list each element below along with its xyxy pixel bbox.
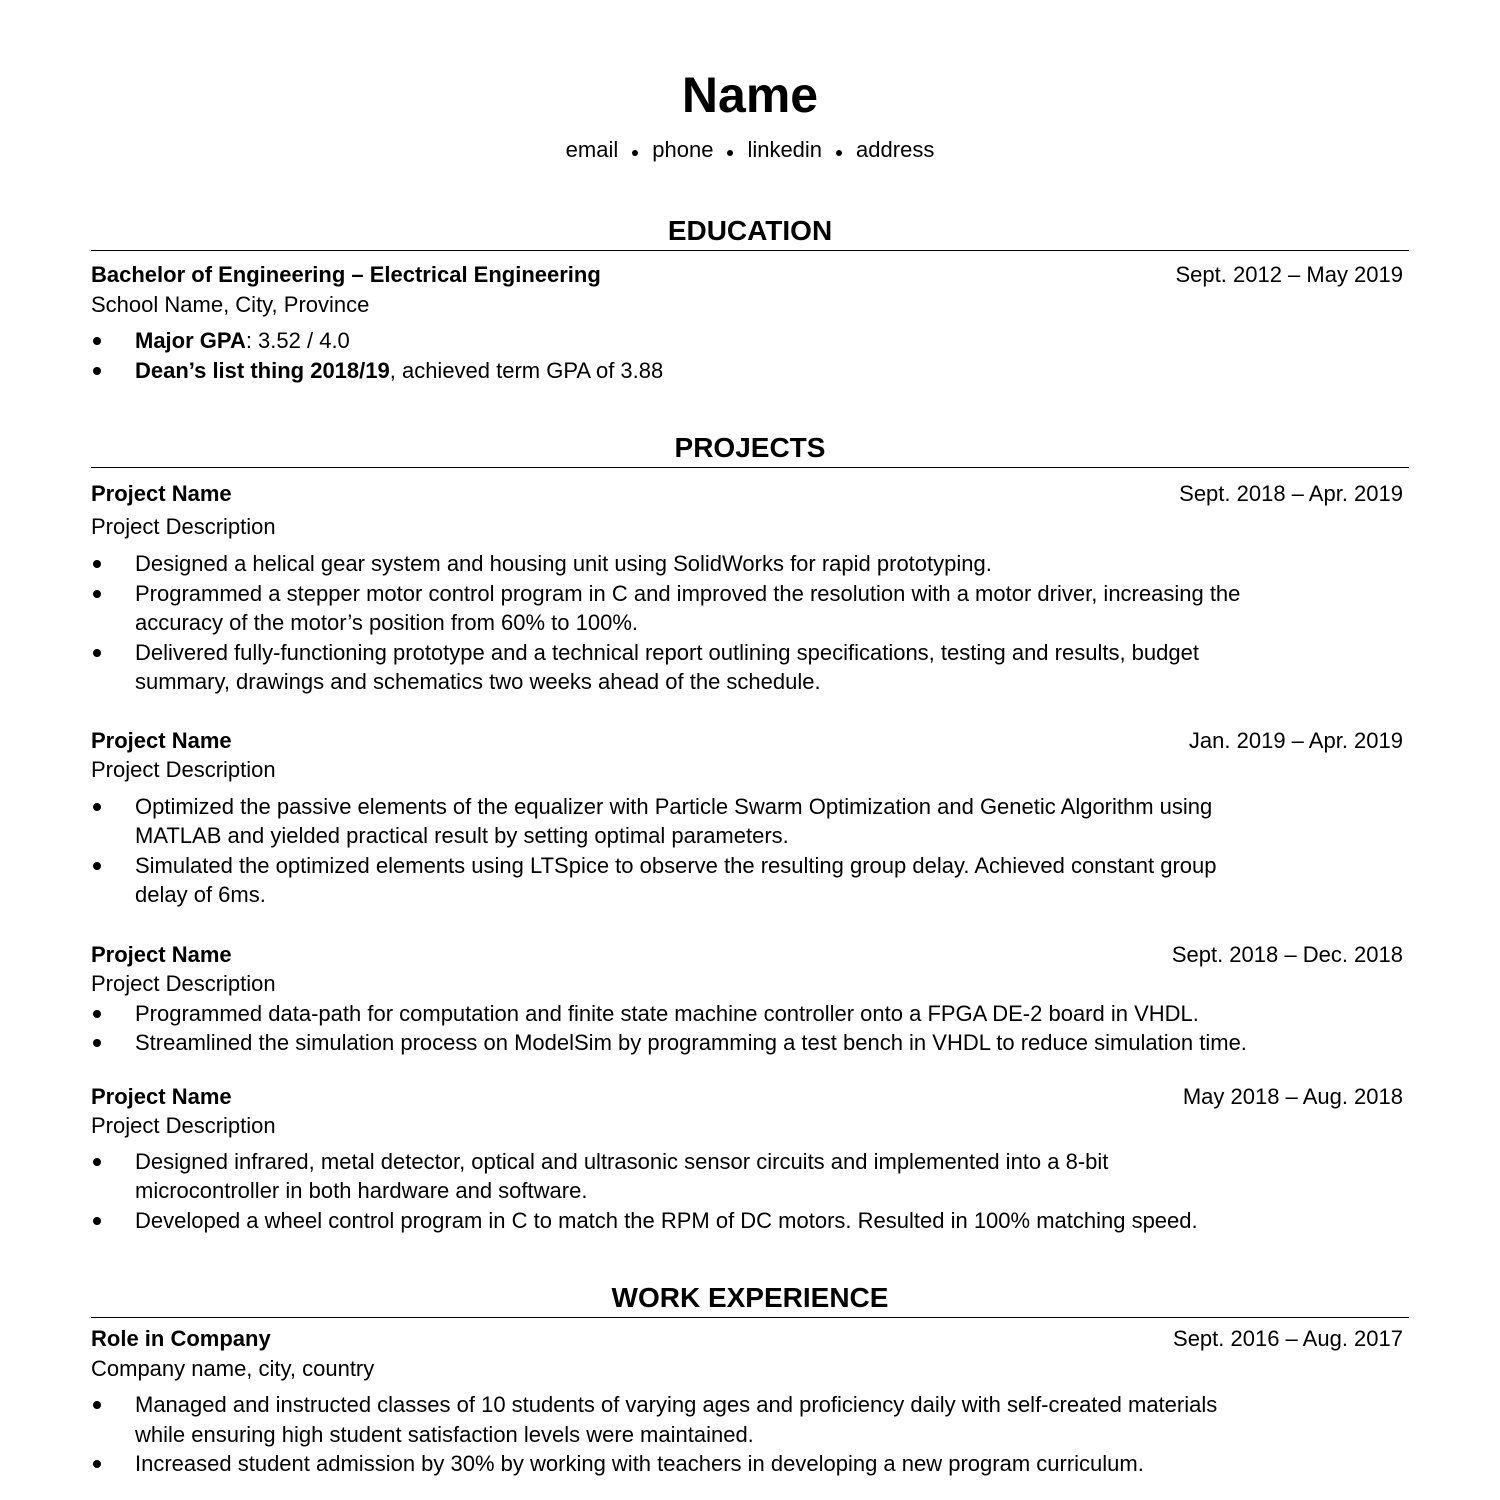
- bullet-icon: [93, 1158, 101, 1166]
- project-description: Project Description: [91, 971, 276, 996]
- date: Sept. 2016 – Aug. 2017: [1173, 1326, 1403, 1351]
- role: Role in Company: [91, 1326, 271, 1351]
- text: Designed a helical gear system and housing unit using SolidWorks for rapid prototyping.: [135, 551, 992, 576]
- date: May 2018 – Aug. 2018: [1182, 1083, 1403, 1109]
- contact-line: [91, 135, 1409, 165]
- contact-email: email: [565, 137, 619, 162]
- bullet-icon: [93, 1401, 101, 1409]
- list-item: [91, 356, 1409, 386]
- text: Programmed a stepper motor control program in C and improved the resolution with a motor driver, increasing the accuracy of the motor’s position from 60% to 100%.: [135, 580, 1241, 635]
- project-description: Project Description: [91, 513, 276, 539]
- bullet-icon: [93, 1039, 101, 1047]
- list-item: [91, 851, 1409, 910]
- list-item: [91, 1390, 1409, 1449]
- project-description: Project Description: [91, 1113, 276, 1138]
- date: Sept. 2018 – Dec. 2018: [1171, 941, 1403, 967]
- text: Designed infrared, metal detector, optical and ultrasonic sensor circuits and implemented into a 8-bit microcontroller in both hardware and software.: [135, 1148, 1109, 1203]
- bullet-list: [91, 549, 1409, 697]
- list-item: [91, 638, 1409, 697]
- text: , achieved term GPA of 3.88: [389, 357, 664, 383]
- bullet-icon: [93, 803, 101, 811]
- contact-phone: phone: [652, 137, 714, 162]
- section-heading: EDUCATION: [91, 213, 1409, 251]
- bullet-icon: [93, 862, 101, 870]
- bullet-list: [91, 792, 1409, 910]
- text: Simulated the optimized elements using LTSpice to observe the resulting group delay. Achieved constant group delay of 6ms.: [135, 852, 1217, 907]
- bullet-icon: [93, 1217, 101, 1225]
- bullet-list: [91, 1390, 1409, 1479]
- bullet-icon: [93, 337, 101, 345]
- list-item: [91, 1028, 1409, 1058]
- text: Optimized the passive elements of the equalizer with Particle Swarm Optimization and Genetic Algorithm using MATLAB and yielded practical result by setting optimal parameters.: [135, 793, 1213, 848]
- project-entry: [91, 1082, 1409, 1236]
- project-name: Project Name: [91, 727, 232, 753]
- text: : 3.52 / 4.0: [245, 328, 350, 353]
- bullet-icon: [93, 1460, 101, 1468]
- bullet-icon: [93, 590, 101, 598]
- project-entry: [91, 479, 1409, 697]
- text: Streamlined the simulation process on ModelSim by programming a test bench in VHDL to reduce simulation time.: [135, 1030, 1247, 1055]
- projects-section: [91, 430, 1409, 1235]
- text: Programmed data-path for computation and finite state machine controller onto a FPGA DE-2 board in VHDL.: [135, 1000, 1199, 1026]
- date: Sept. 2018 – Apr. 2019: [1179, 481, 1403, 506]
- project-name: Project Name: [91, 941, 232, 967]
- bullet-list: [91, 999, 1409, 1058]
- project-entry: [91, 940, 1409, 1058]
- bullet-list: [91, 1147, 1409, 1236]
- list-item: [91, 792, 1409, 851]
- bullet-separator-icon: [836, 150, 842, 156]
- text: Delivered fully-functioning prototype and a technical report outlining specifications, testing and results, budget summary, drawings and schematics two weeks ahead of the schedule.: [135, 639, 1199, 694]
- project-name: Project Name: [91, 1083, 232, 1109]
- date: Jan. 2019 – Apr. 2019: [1188, 727, 1403, 753]
- text: Developed a wheel control program in C to match the RPM of DC motors. Resulted in 100% matching speed.: [135, 1207, 1198, 1233]
- list-item: [91, 999, 1409, 1029]
- list-item: [91, 326, 1409, 356]
- project-name: Project Name: [91, 481, 232, 506]
- text: Increased student admission by 30% by working with teachers in developing a new program curriculum.: [135, 1451, 1144, 1476]
- bold-text: Major GPA: [135, 328, 246, 353]
- project-entry: [91, 726, 1409, 910]
- bullet-separator-icon: [727, 150, 733, 156]
- project-description: Project Description: [91, 757, 276, 782]
- list-item: [91, 549, 1409, 579]
- education-section: [91, 213, 1409, 385]
- section-heading: WORK EXPERIENCE: [91, 1280, 1409, 1318]
- school: School Name, City, Province: [91, 291, 370, 317]
- contact-address: address: [856, 137, 935, 162]
- bullet-icon: [93, 1010, 101, 1018]
- degree: Bachelor of Engineering – Electrical Engineering: [91, 262, 601, 287]
- list-item: [91, 579, 1409, 638]
- bullet-icon: [93, 649, 101, 657]
- date: Sept. 2012 – May 2019: [1175, 262, 1403, 287]
- list-item: [91, 1449, 1409, 1479]
- company: Company name, city, country: [91, 1355, 375, 1381]
- bullet-list: [91, 326, 1409, 385]
- work-section: [91, 1280, 1409, 1479]
- text: Managed and instructed classes of 10 students of varying ages and proficiency daily with self-created materials while ensuring high student satisfaction levels were maintained.: [135, 1392, 1218, 1447]
- bold-text: Dean’s list thing 2018/19: [135, 357, 390, 383]
- candidate-name: Name: [681, 67, 819, 123]
- bullet-icon: [93, 367, 101, 375]
- list-item: [91, 1206, 1409, 1236]
- section-heading: PROJECTS: [91, 430, 1409, 468]
- list-item: [91, 1147, 1409, 1206]
- bullet-icon: [93, 560, 101, 568]
- contact-linkedin: linkedin: [747, 137, 823, 162]
- bullet-separator-icon: [632, 150, 638, 156]
